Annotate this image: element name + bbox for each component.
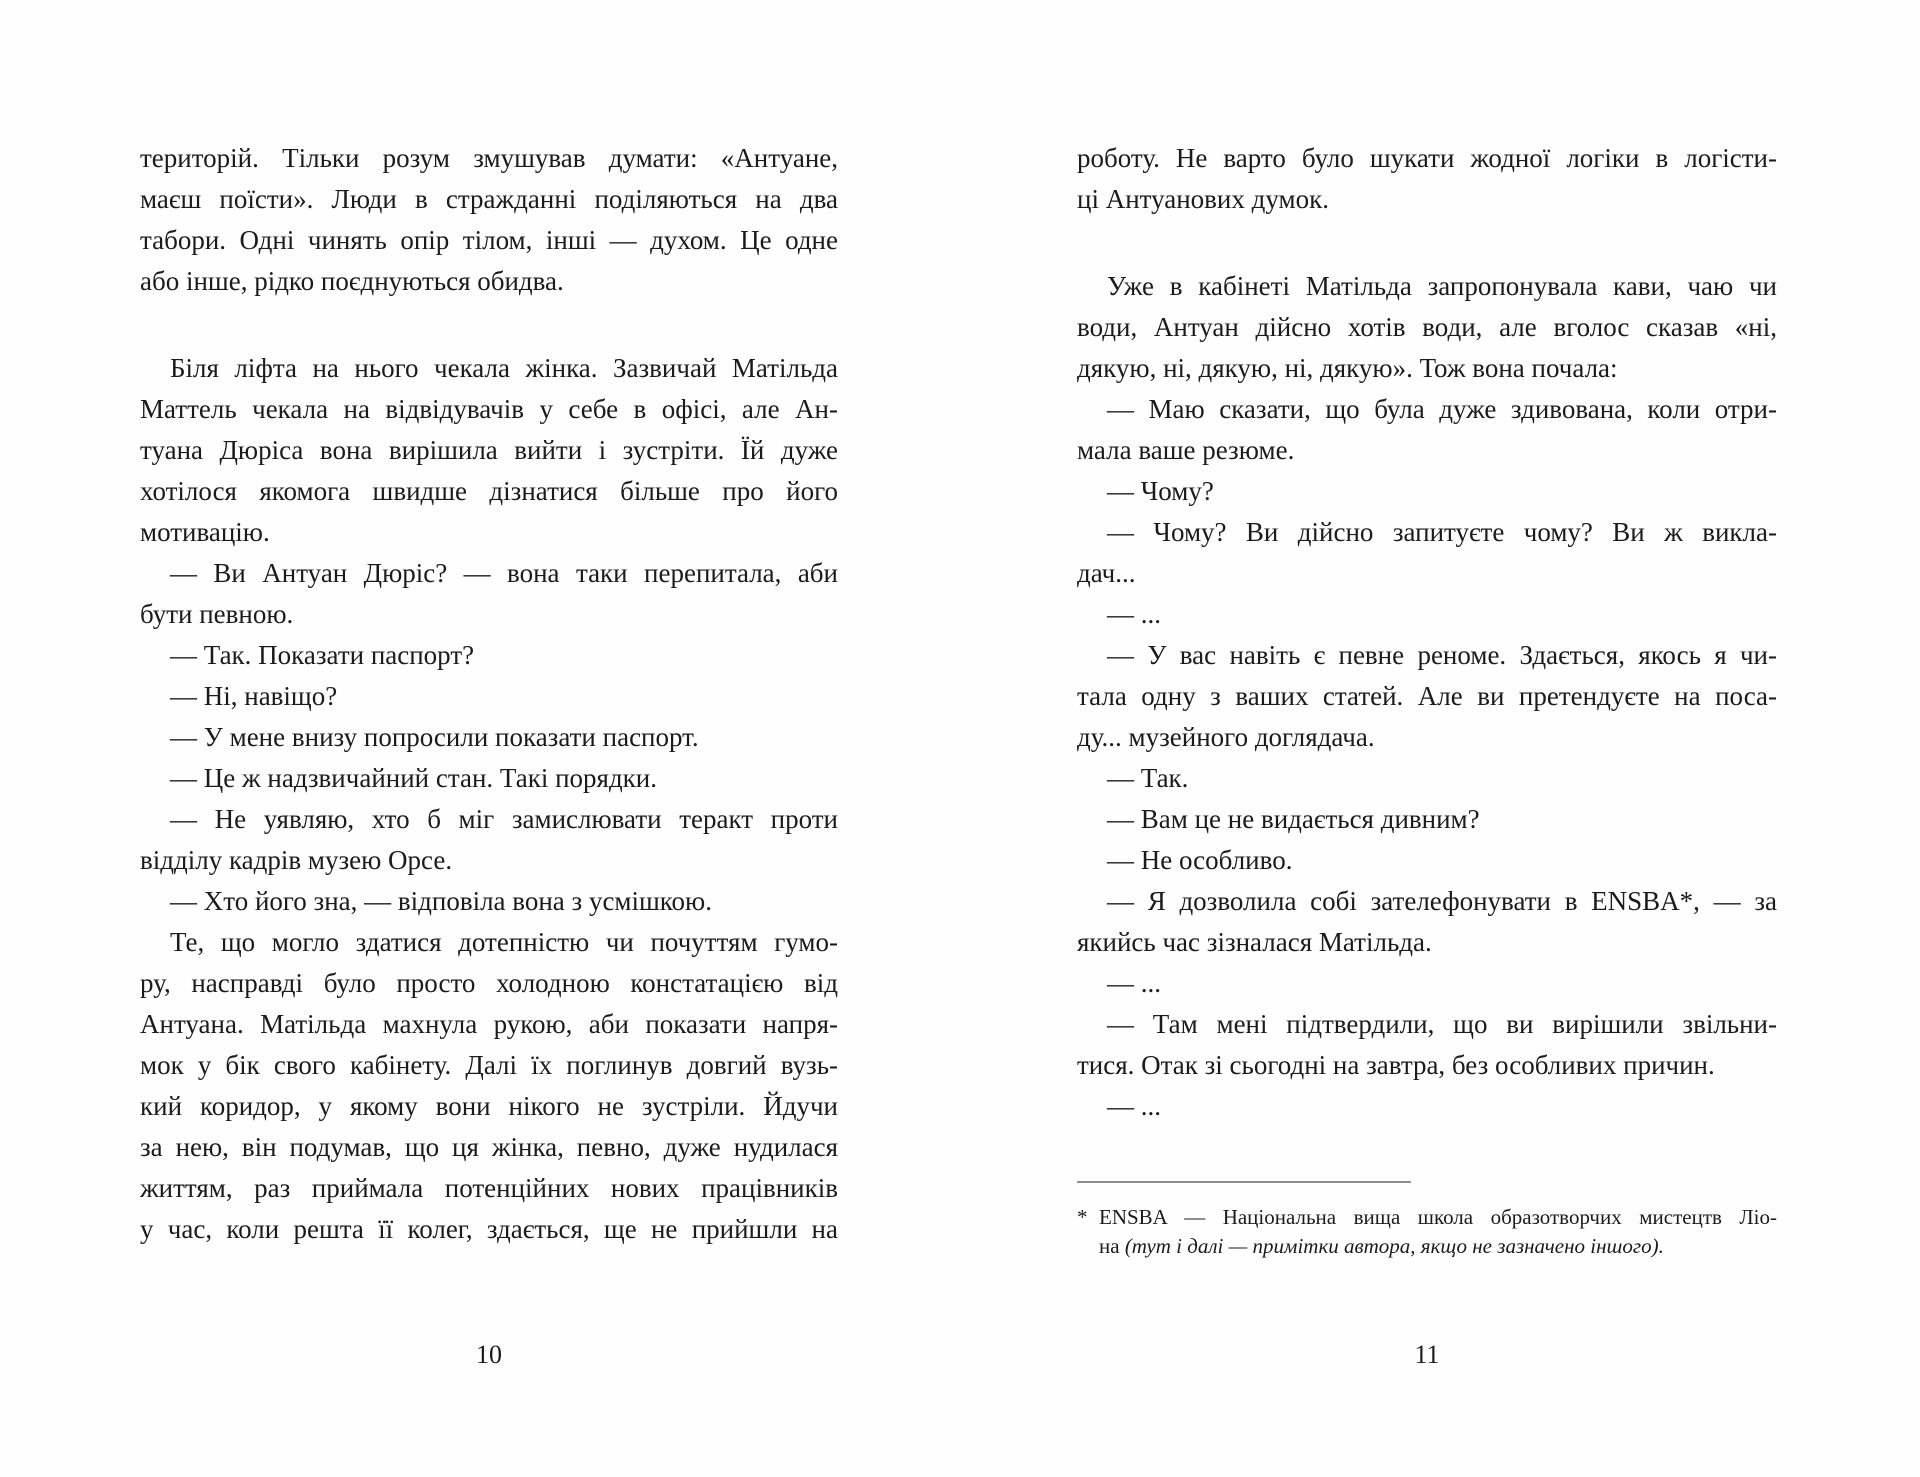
text-line: — Вам це не видається дивним? xyxy=(1107,804,1480,834)
paragraph xyxy=(1077,389,1777,471)
paragraph xyxy=(1077,1004,1777,1086)
page-right-text-block xyxy=(1077,138,1777,1127)
footnote-text: ENSBA — Національна вища школа образотворчих мистецтв Ліо- xyxy=(1099,1205,1777,1229)
paragraph xyxy=(140,676,838,717)
text-line: кий коридор, у якому вони нікого не зустріли. Йдучи xyxy=(140,1091,838,1121)
text-line: бути певною. xyxy=(140,599,294,629)
text-line: мок у бік свого кабінету. Далі їх поглинув довгий вузь- xyxy=(140,1050,838,1080)
paragraph xyxy=(140,717,838,758)
text-line: води, Антуан дійсно хотів води, але вголос сказав «ні, xyxy=(1077,312,1777,342)
text-line: — ... xyxy=(1107,1091,1161,1121)
text-line: територій. Тільки розум змушував думати: «Антуане, xyxy=(140,143,838,173)
text-line: — У мене внизу попросили показати паспорт. xyxy=(170,722,699,752)
text-line: — Так. xyxy=(1107,763,1189,793)
text-line: Те, що могло здатися дотепністю чи почуттям гумо- xyxy=(170,927,838,957)
text-line: — Чому? xyxy=(1107,476,1214,506)
text-line: — Не уявляю, хто б міг замислювати теракт проти xyxy=(170,804,838,834)
text-line: тися. Отак зі сьогодні на завтра, без особливих причин. xyxy=(1077,1050,1715,1080)
text-line: Антуана. Матільда махнула рукою, аби показати напря- xyxy=(140,1009,838,1039)
page-number-right: 11 xyxy=(1414,1340,1440,1369)
text-line: Уже в кабінеті Матільда запропонувала кави, чаю чи xyxy=(1107,271,1777,301)
paragraph xyxy=(1077,758,1777,799)
paragraph xyxy=(140,348,838,553)
paragraph xyxy=(1077,881,1777,963)
text-line: — Маю сказати, що була дуже здивована, коли отри- xyxy=(1107,394,1777,424)
footnote-line xyxy=(1099,1232,1777,1261)
text-line: дач... xyxy=(1077,558,1136,588)
paragraph xyxy=(140,881,838,922)
text-line: — Ні, навіщо? xyxy=(170,681,338,711)
paragraph xyxy=(1077,635,1777,758)
text-line: Маттель чекала на відвідувачів у себе в офісі, але Ан- xyxy=(140,394,838,424)
text-line: — Чому? Ви дійсно запитуєте чому? Ви ж викла- xyxy=(1107,517,1777,547)
text-line: — Не особливо. xyxy=(1107,845,1293,875)
footnote-line xyxy=(1099,1203,1777,1232)
paragraph xyxy=(140,922,838,1250)
text-line: дякую, ні, дякую, ні, дякую». Тож вона почала: xyxy=(1077,353,1618,383)
text-line: — Хто його зна, — відповіла вона з усмішкою. xyxy=(170,886,712,916)
paragraph xyxy=(1077,512,1777,594)
text-line: ру, насправді було просто холодною констатацією від xyxy=(140,968,838,998)
text-line: відділу кадрів музею Орсе. xyxy=(140,845,453,875)
paragraph xyxy=(140,635,838,676)
text-line: табори. Одні чинять опір тілом, інші — духом. Це одне xyxy=(140,225,838,255)
text-line: мотивацію. xyxy=(140,517,270,547)
text-line: тала одну з ваших статей. Але ви претендуєте на поса- xyxy=(1077,681,1777,711)
paragraph xyxy=(1077,1086,1777,1127)
text-line: роботу. Не варто було шукати жодної логіки в логісти- xyxy=(1077,143,1777,173)
paragraph xyxy=(140,799,838,881)
text-line: у час, коли решта її колег, здається, ще не прийшли на xyxy=(140,1214,838,1244)
text-line: Біля ліфта на нього чекала жінка. Зазвичай Матільда xyxy=(170,353,838,383)
text-line: життям, раз приймала потенційних нових працівників xyxy=(140,1173,838,1203)
text-line: мала ваше резюме. xyxy=(1077,435,1295,465)
text-line: або інше, рідко поєднуються обидва. xyxy=(140,266,564,296)
footnote-text: на xyxy=(1099,1234,1125,1258)
text-line: за нею, він подумав, що ця жінка, певно, дуже нудилася xyxy=(140,1132,838,1162)
text-line: — ... xyxy=(1107,968,1161,998)
text-line: ці Антуанових думок. xyxy=(1077,184,1329,214)
text-line: якийсь час зізналася Матільда. xyxy=(1077,927,1432,957)
paragraph xyxy=(1077,799,1777,840)
page-number-left: 10 xyxy=(476,1340,502,1369)
text-line: хотілося якомога швидше дізнатися більше про його xyxy=(140,476,838,506)
paragraph xyxy=(1077,471,1777,512)
text-line: туана Дюріса вона вирішила вийти і зустріти. Їй дуже xyxy=(140,435,838,465)
text-line: — Так. Показати паспорт? xyxy=(170,640,475,670)
paragraph xyxy=(140,553,838,635)
footnote-marker: * xyxy=(1077,1205,1088,1229)
text-line: — Це ж надзвичайний стан. Такі порядки. xyxy=(170,763,658,793)
paragraph xyxy=(140,138,838,302)
text-line: — Ви Антуан Дюріс? — вона таки перепитала, аби xyxy=(170,558,838,588)
text-line: — ... xyxy=(1107,599,1161,629)
text-line: маєш поїсти». Люди в стражданні поділяються на два xyxy=(140,184,838,214)
paragraph xyxy=(1077,594,1777,635)
text-line: — Я дозволила собі зателефонувати в ENSBA*, — за xyxy=(1107,886,1777,916)
paragraph xyxy=(140,758,838,799)
footnote-separator xyxy=(1077,1181,1411,1183)
text-line: — У вас навіть є певне реноме. Здається, якось я чи- xyxy=(1107,640,1777,670)
paragraph xyxy=(1077,266,1777,389)
footnote-lines xyxy=(1099,1203,1777,1261)
paragraph xyxy=(1077,138,1777,220)
footnote-italic-text: (тут і далі — примітки автора, якщо не зазначено іншого). xyxy=(1124,1234,1664,1258)
paragraph xyxy=(1077,963,1777,1004)
text-line: — Там мені підтвердили, що ви вирішили звільни- xyxy=(1107,1009,1777,1039)
paragraph xyxy=(1077,840,1777,881)
footnote xyxy=(1077,1203,1777,1261)
page-left-text-block xyxy=(140,138,838,1250)
text-line: ду... музейного доглядача. xyxy=(1077,722,1375,752)
